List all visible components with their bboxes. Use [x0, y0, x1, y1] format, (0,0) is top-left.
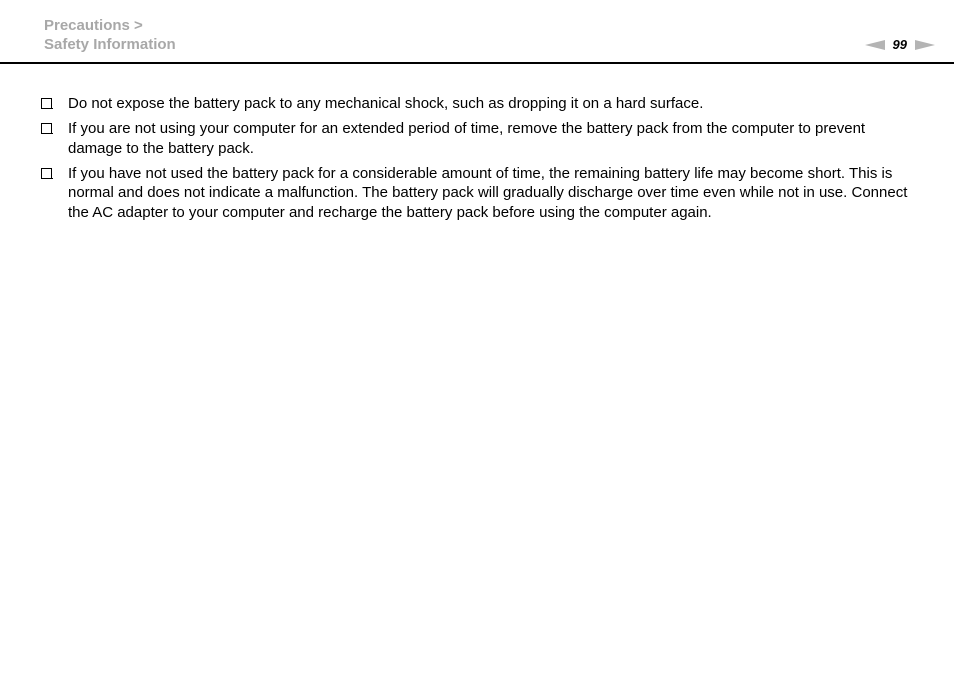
breadcrumb-parent[interactable]: Precautions >: [44, 17, 143, 34]
list-item-text: If you are not using your computer for an extended period of time, remove the battery pack from the computer to prevent damage to the battery pack.: [68, 120, 866, 157]
breadcrumb: [44, 16, 176, 54]
breadcrumb-current[interactable]: Safety Information: [44, 36, 176, 53]
checkbox-bullet-icon: [41, 168, 52, 179]
list-item: [40, 94, 920, 114]
list-item-text: If you have not used the battery pack for a considerable amount of time, the remaining battery life may become short. This is normal and does not indicate a malfunction. The battery pack will gradually discharge over time even while not in use. Connect the AC adapter to your computer and recharge the battery pack before using the computer again.: [68, 164, 908, 221]
page-navigation: [865, 37, 935, 53]
previous-page-arrow-icon[interactable]: [865, 40, 885, 50]
next-page-arrow-icon[interactable]: [915, 40, 935, 50]
precaution-list: [40, 94, 920, 222]
checkbox-bullet-icon: [41, 123, 52, 134]
list-item-text: Do not expose the battery pack to any mechanical shock, such as dropping it on a hard surface.: [68, 95, 704, 112]
list-item: [40, 119, 920, 158]
list-item: [40, 164, 920, 223]
page-number: 99: [892, 37, 907, 52]
main-content: [40, 94, 920, 228]
page-header: [0, 0, 954, 64]
checkbox-bullet-icon: [41, 98, 52, 109]
